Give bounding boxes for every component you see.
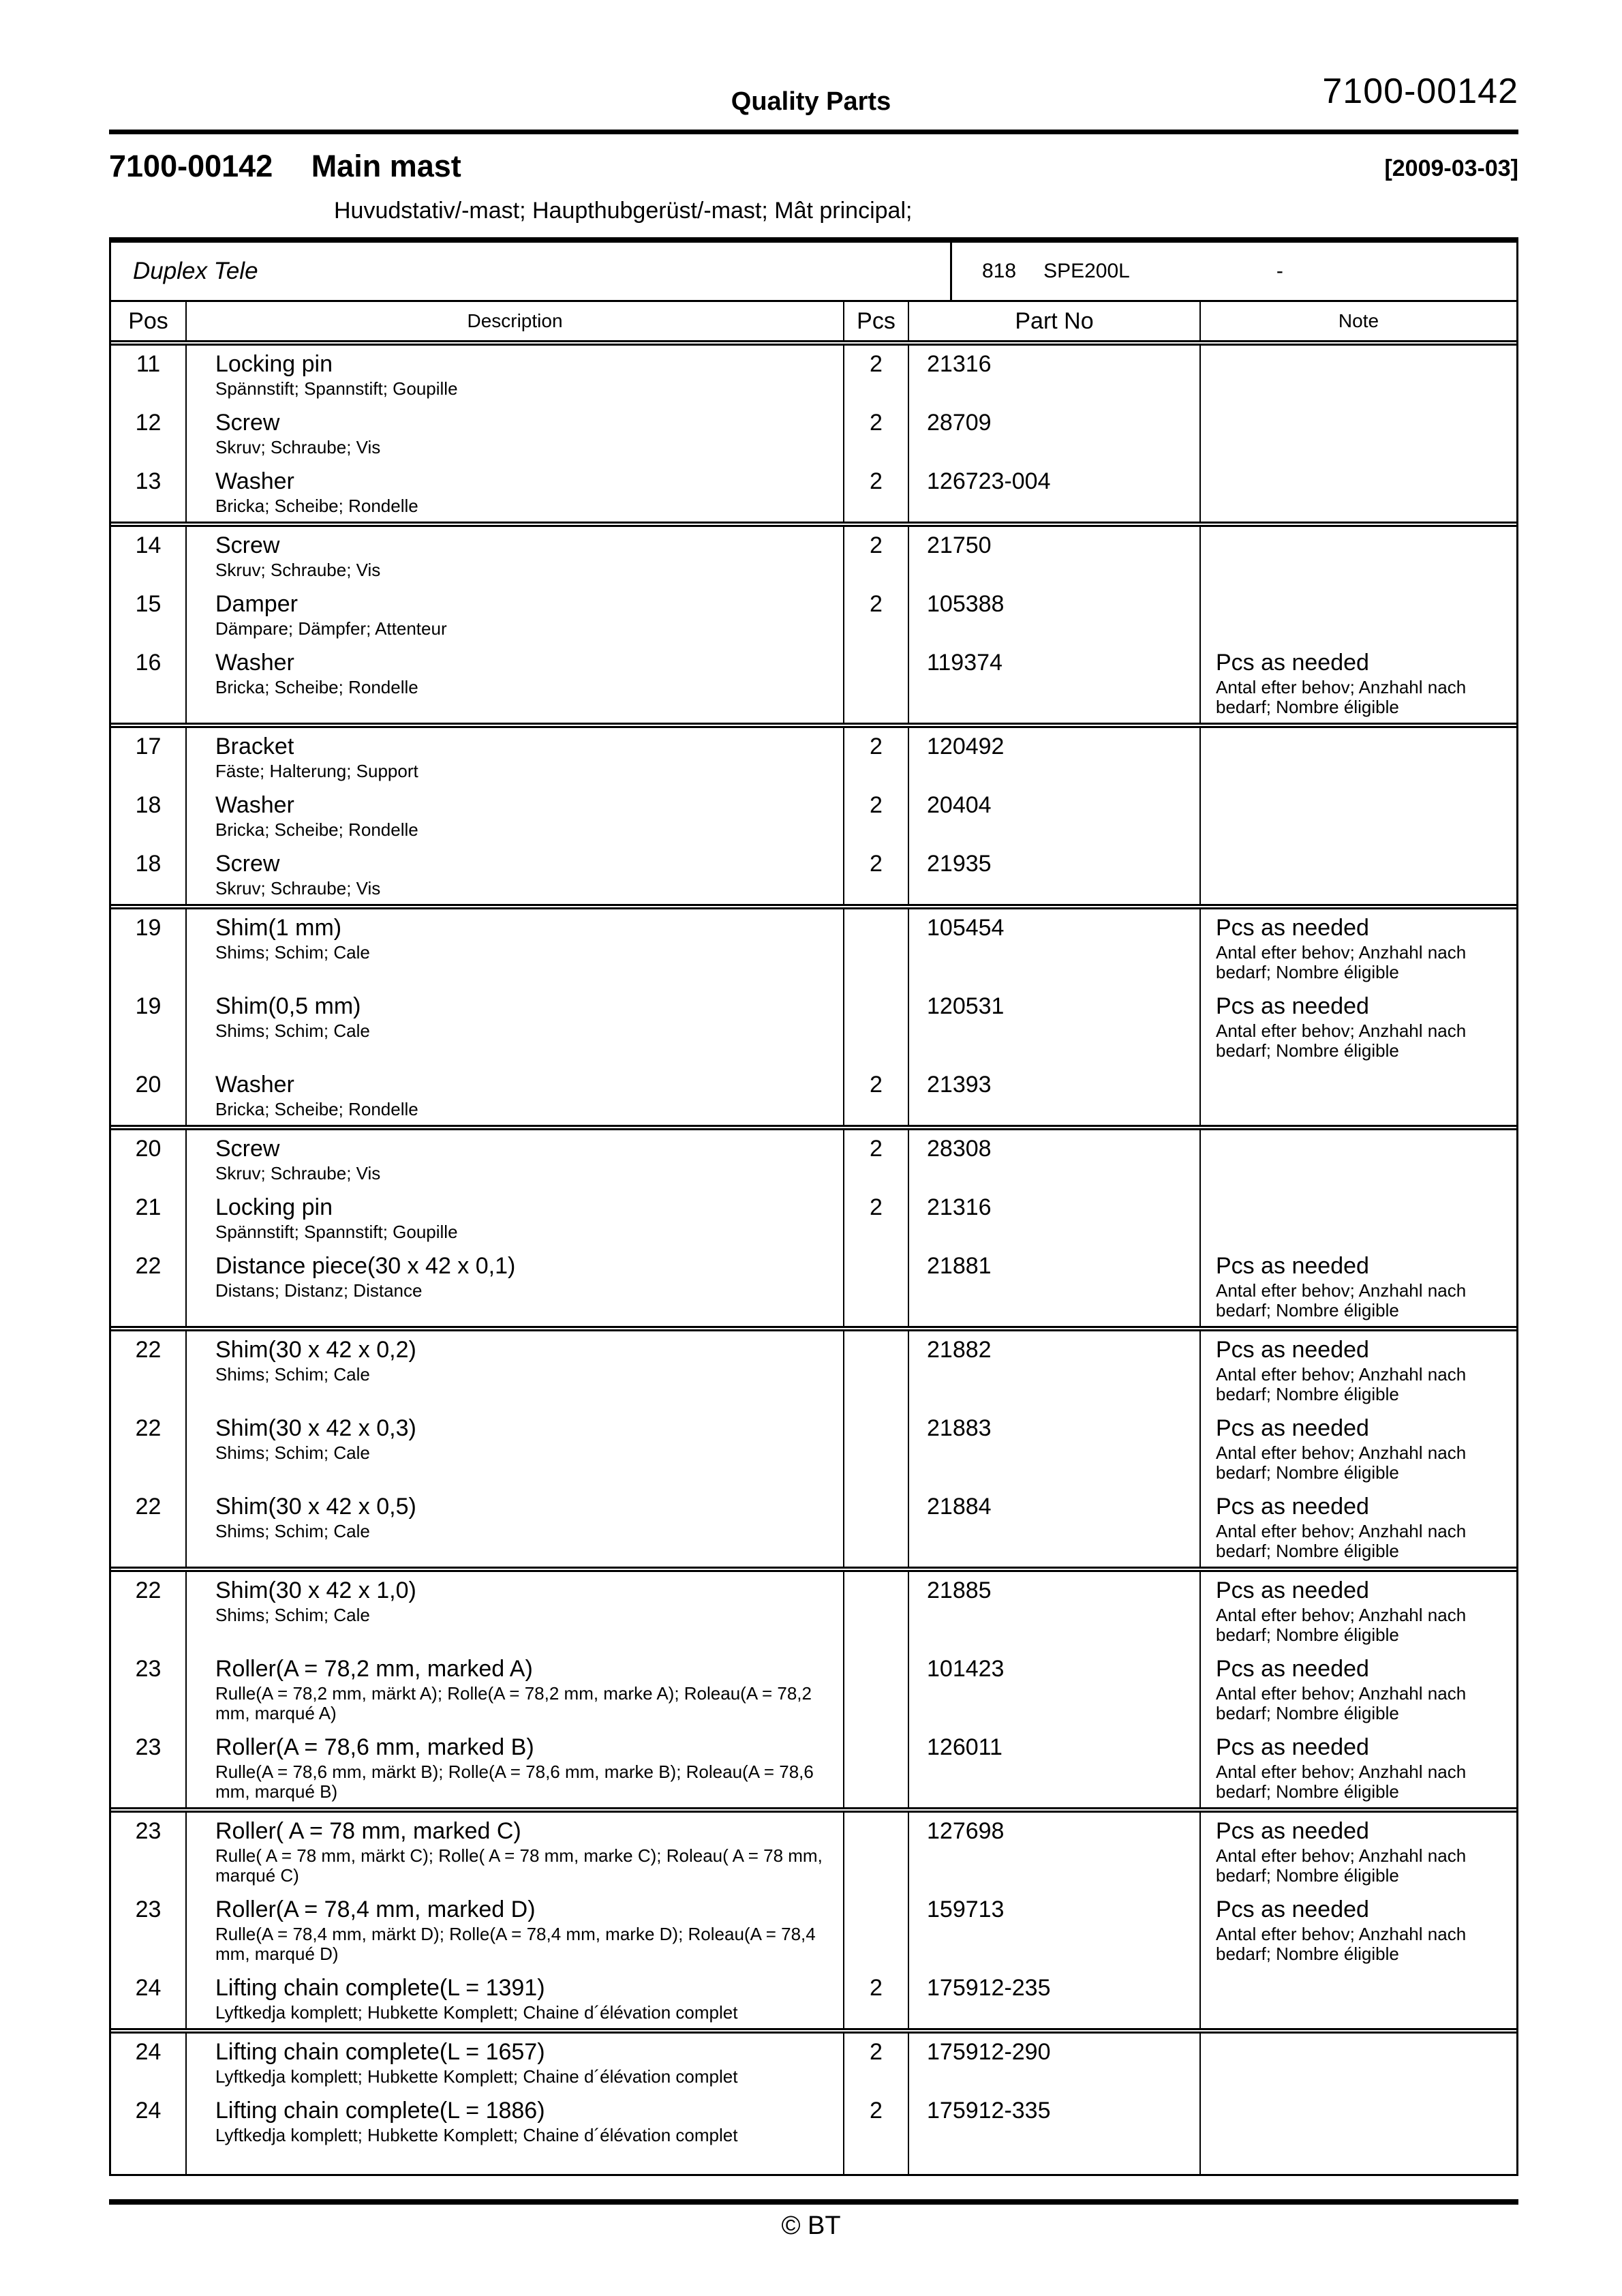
part-no-cell: 21316 xyxy=(908,1189,1199,1248)
description-cell xyxy=(185,527,843,586)
page-subtitle: Huvudstativ/-mast; Haupthubgerüst/-mast; Mât principal; xyxy=(334,198,913,224)
note-cell xyxy=(1199,1130,1516,1189)
pos-cell: 24 xyxy=(135,1975,162,2001)
table-row xyxy=(111,787,1516,845)
pcs-cell: 2 xyxy=(843,1066,908,1125)
variant-code: 818 xyxy=(982,260,1017,282)
description-translations: Skruv; Schraube; Vis xyxy=(215,437,381,457)
note-translations: Antal efter behov; Anzhahl nach bedarf; Nombre éligible xyxy=(1216,1442,1467,1483)
part-no-cell: 21884 xyxy=(908,1488,1199,1567)
description-translations: Bricka; Scheibe; Rondelle xyxy=(215,819,418,840)
note-main: Pcs as needed xyxy=(1216,1734,1369,1760)
description-main: Roller(A = 78,2 mm, marked A) xyxy=(215,1656,533,1682)
pos-cell: 17 xyxy=(135,734,162,759)
note-cell xyxy=(1199,2092,1516,2151)
part-no-cell: 175912-235 xyxy=(908,1969,1199,2028)
column-header-row xyxy=(111,302,1516,346)
pos-cell: 20 xyxy=(135,1136,162,1162)
description-cell xyxy=(185,1891,843,1969)
description-translations: Shims; Schim; Cale xyxy=(215,1364,370,1385)
table-row xyxy=(111,1410,1516,1488)
description-cell xyxy=(185,909,843,988)
pcs-cell: 2 xyxy=(843,404,908,463)
part-no-cell: 175912-290 xyxy=(908,2034,1199,2092)
description-main: Screw xyxy=(215,1136,280,1162)
note-translations: Antal efter behov; Anzhahl nach bedarf; Nombre éligible xyxy=(1216,1845,1467,1886)
description-translations: Bricka; Scheibe; Rondelle xyxy=(215,496,418,516)
pcs-cell: 2 xyxy=(843,1130,908,1189)
part-no-cell: 120531 xyxy=(908,988,1199,1066)
pos-cell: 23 xyxy=(135,1897,162,1922)
table-row xyxy=(111,1969,1516,2028)
note-translations: Antal efter behov; Anzhahl nach bedarf; Nombre éligible xyxy=(1216,677,1467,717)
table-row xyxy=(111,1189,1516,1248)
part-no-cell: 20404 xyxy=(908,787,1199,845)
mast-variant-cell xyxy=(952,243,1516,300)
note-main: Pcs as needed xyxy=(1216,1337,1369,1363)
description-cell xyxy=(185,1410,843,1488)
note-cell xyxy=(1199,845,1516,904)
description-translations: Lyftkedja komplett; Hubkette Komplett; Chaine d´élévation complet xyxy=(215,2066,738,2087)
description-cell xyxy=(185,1572,843,1650)
description-main: Washer xyxy=(215,1072,294,1098)
note-main: Pcs as needed xyxy=(1216,1656,1369,1682)
note-translations: Antal efter behov; Anzhahl nach bedarf; Nombre éligible xyxy=(1216,1021,1467,1061)
description-cell xyxy=(185,1488,843,1567)
table-row xyxy=(111,1891,1516,1969)
description-cell xyxy=(185,1248,843,1326)
pos-cell: 19 xyxy=(135,915,162,941)
description-cell xyxy=(185,728,843,787)
description-translations: Shims; Schim; Cale xyxy=(215,1605,370,1625)
description-cell xyxy=(185,644,843,723)
description-main: Lifting chain complete(L = 1657) xyxy=(215,2039,545,2065)
description-main: Lifting chain complete(L = 1886) xyxy=(215,2098,545,2124)
pos-cell: 15 xyxy=(135,591,162,617)
pcs-cell: 2 xyxy=(843,1969,908,2028)
page-header-doc-code: 7100-00142 xyxy=(1322,72,1518,111)
pos-cell: 12 xyxy=(135,410,162,436)
note-cell xyxy=(1199,728,1516,787)
description-main: Locking pin xyxy=(215,1194,333,1220)
pos-cell: 23 xyxy=(135,1818,162,1844)
part-no-cell: 120492 xyxy=(908,728,1199,787)
pos-cell: 19 xyxy=(135,993,162,1019)
pcs-cell xyxy=(843,644,908,723)
table-row xyxy=(111,1066,1516,1125)
note-cell xyxy=(1199,1729,1516,1807)
table-row xyxy=(111,723,1516,787)
description-translations: Fäste; Halterung; Support xyxy=(215,761,418,781)
description-main: Washer xyxy=(215,792,294,818)
description-cell xyxy=(185,988,843,1066)
description-translations: Distans; Distanz; Distance xyxy=(215,1280,423,1301)
pcs-cell: 2 xyxy=(843,728,908,787)
part-no-cell: 21882 xyxy=(908,1331,1199,1410)
description-cell xyxy=(185,1130,843,1189)
note-cell xyxy=(1199,346,1516,404)
pcs-cell xyxy=(843,1572,908,1650)
table-row xyxy=(111,1488,1516,1567)
revision-date: [2009-03-03] xyxy=(1384,155,1518,181)
note-cell xyxy=(1199,586,1516,644)
table-row xyxy=(111,1326,1516,1410)
note-translations: Antal efter behov; Anzhahl nach bedarf; Nombre éligible xyxy=(1216,1280,1467,1320)
note-cell xyxy=(1199,1891,1516,1969)
pcs-cell xyxy=(843,1891,908,1969)
pos-cell: 18 xyxy=(135,851,162,877)
truck-type: SPE200L xyxy=(1043,260,1130,282)
variant-dash: - xyxy=(1276,260,1283,282)
description-translations: Spännstift; Spannstift; Goupille xyxy=(215,378,458,399)
description-main: Locking pin xyxy=(215,351,333,377)
table-row xyxy=(111,845,1516,904)
pos-cell: 14 xyxy=(135,532,162,558)
note-cell xyxy=(1199,527,1516,586)
note-main: Pcs as needed xyxy=(1216,1897,1369,1922)
table-row xyxy=(111,2092,1516,2151)
pos-cell: 16 xyxy=(135,650,162,676)
description-translations: Skruv; Schraube; Vis xyxy=(215,560,381,580)
description-cell xyxy=(185,1331,843,1410)
note-main: Pcs as needed xyxy=(1216,1253,1369,1279)
description-translations: Lyftkedja komplett; Hubkette Komplett; Chaine d´élévation complet xyxy=(215,2002,738,2023)
description-cell xyxy=(185,1189,843,1248)
note-translations: Antal efter behov; Anzhahl nach bedarf; Nombre éligible xyxy=(1216,942,1467,982)
part-no-cell: 119374 xyxy=(908,644,1199,723)
table-row xyxy=(111,644,1516,723)
page-title: Main mast xyxy=(311,149,461,183)
part-no-cell: 21883 xyxy=(908,1410,1199,1488)
description-main: Roller(A = 78,6 mm, marked B) xyxy=(215,1734,534,1760)
pos-cell: 24 xyxy=(135,2098,162,2124)
description-main: Roller( A = 78 mm, marked C) xyxy=(215,1818,521,1844)
description-translations: Bricka; Scheibe; Rondelle xyxy=(215,677,418,697)
description-main: Shim(0,5 mm) xyxy=(215,993,361,1019)
pos-cell: 13 xyxy=(135,468,162,494)
table-body xyxy=(111,346,1516,2151)
note-main: Pcs as needed xyxy=(1216,1494,1369,1520)
description-translations: Rulle(A = 78,2 mm, märkt A); Rolle(A = 78,2 mm, marke A); Roleau(A = 78,2 mm, marqué A) xyxy=(215,1683,812,1723)
description-cell xyxy=(185,586,843,644)
pos-cell: 22 xyxy=(135,1494,162,1520)
description-translations: Shims; Schim; Cale xyxy=(215,1021,370,1041)
page-header-title: Quality Parts xyxy=(731,87,891,116)
pos-cell: 24 xyxy=(135,2039,162,2065)
pcs-cell: 2 xyxy=(843,787,908,845)
description-main: Roller(A = 78,4 mm, marked D) xyxy=(215,1897,536,1922)
note-cell xyxy=(1199,1410,1516,1488)
table-row xyxy=(111,1729,1516,1807)
description-cell xyxy=(185,404,843,463)
description-cell xyxy=(185,845,843,904)
pcs-cell: 2 xyxy=(843,1189,908,1248)
description-main: Shim(1 mm) xyxy=(215,915,342,941)
note-cell xyxy=(1199,1813,1516,1891)
description-main: Screw xyxy=(215,851,280,877)
part-no-cell: 159713 xyxy=(908,1891,1199,1969)
pos-cell: 22 xyxy=(135,1253,162,1279)
table-row xyxy=(111,1125,1516,1189)
pos-cell: 20 xyxy=(135,1072,162,1098)
description-main: Screw xyxy=(215,532,280,558)
note-translations: Antal efter behov; Anzhahl nach bedarf; Nombre éligible xyxy=(1216,1762,1467,1802)
pcs-cell xyxy=(843,1248,908,1326)
header-rule xyxy=(109,130,1518,134)
pcs-cell: 2 xyxy=(843,2034,908,2092)
column-header-pcs: Pcs xyxy=(843,302,908,340)
part-no-cell: 21393 xyxy=(908,1066,1199,1125)
mast-info-row xyxy=(111,243,1516,302)
note-cell xyxy=(1199,2034,1516,2092)
description-translations: Shims; Schim; Cale xyxy=(215,1442,370,1463)
pcs-cell xyxy=(843,1813,908,1891)
part-no-cell: 101423 xyxy=(908,1650,1199,1729)
pcs-cell xyxy=(843,909,908,988)
description-main: Lifting chain complete(L = 1391) xyxy=(215,1975,545,2001)
description-translations: Bricka; Scheibe; Rondelle xyxy=(215,1099,418,1119)
note-main: Pcs as needed xyxy=(1216,915,1369,941)
part-no-cell: 175912-335 xyxy=(908,2092,1199,2151)
pcs-cell: 2 xyxy=(843,586,908,644)
note-cell xyxy=(1199,1969,1516,2028)
part-no-cell: 28709 xyxy=(908,404,1199,463)
table-row xyxy=(111,988,1516,1066)
note-cell xyxy=(1199,1488,1516,1567)
description-translations: Skruv; Schraube; Vis xyxy=(215,1163,381,1183)
description-translations: Rulle(A = 78,4 mm, märkt D); Rolle(A = 78,4 mm, marke D); Roleau(A = 78,4 mm, marqué D) xyxy=(215,1924,816,1964)
note-cell xyxy=(1199,1189,1516,1248)
pcs-cell: 2 xyxy=(843,346,908,404)
description-cell xyxy=(185,1813,843,1891)
note-translations: Antal efter behov; Anzhahl nach bedarf; Nombre éligible xyxy=(1216,1364,1467,1404)
description-translations: Shims; Schim; Cale xyxy=(215,1521,370,1541)
pos-cell: 22 xyxy=(135,1337,162,1363)
description-translations: Rulle( A = 78 mm, märkt C); Rolle( A = 78 mm, marke C); Roleau( A = 78 mm, marqué C) xyxy=(215,1845,823,1886)
pos-cell: 23 xyxy=(135,1656,162,1682)
description-main: Shim(30 x 42 x 0,3) xyxy=(215,1415,416,1441)
description-main: Screw xyxy=(215,410,280,436)
title-block xyxy=(109,149,1518,184)
table-row xyxy=(111,1248,1516,1326)
table-row xyxy=(111,904,1516,988)
description-translations: Lyftkedja komplett; Hubkette Komplett; Chaine d´élévation complet xyxy=(215,2125,738,2145)
description-main: Damper xyxy=(215,591,298,617)
note-translations: Antal efter behov; Anzhahl nach bedarf; Nombre éligible xyxy=(1216,1605,1467,1645)
description-cell xyxy=(185,2034,843,2092)
table-row xyxy=(111,586,1516,644)
column-header-description: Description xyxy=(185,302,843,340)
pcs-cell xyxy=(843,1650,908,1729)
description-cell xyxy=(185,2092,843,2151)
pcs-cell xyxy=(843,1729,908,1807)
note-cell xyxy=(1199,1248,1516,1326)
part-no-cell: 105388 xyxy=(908,586,1199,644)
pcs-cell xyxy=(843,1331,908,1410)
description-cell xyxy=(185,463,843,522)
description-main: Washer xyxy=(215,468,294,494)
pcs-cell: 2 xyxy=(843,527,908,586)
table-row xyxy=(111,463,1516,522)
description-main: Washer xyxy=(215,650,294,676)
part-no-cell: 21935 xyxy=(908,845,1199,904)
description-cell xyxy=(185,1066,843,1125)
parts-table xyxy=(109,237,1518,2176)
column-header-pos: Pos xyxy=(128,308,168,334)
mast-model-label: Duplex Tele xyxy=(111,243,952,300)
note-cell xyxy=(1199,1572,1516,1650)
part-no-cell: 126011 xyxy=(908,1729,1199,1807)
note-main: Pcs as needed xyxy=(1216,650,1369,676)
description-translations: Shims; Schim; Cale xyxy=(215,942,370,963)
description-main: Shim(30 x 42 x 0,5) xyxy=(215,1494,416,1520)
column-header-part-no: Part No xyxy=(908,302,1199,340)
description-cell xyxy=(185,787,843,845)
footer-copyright: © BT xyxy=(781,2211,841,2240)
note-translations: Antal efter behov; Anzhahl nach bedarf; Nombre éligible xyxy=(1216,1683,1467,1723)
note-cell xyxy=(1199,988,1516,1066)
pcs-cell: 2 xyxy=(843,2092,908,2151)
part-no-cell: 21316 xyxy=(908,346,1199,404)
description-translations: Spännstift; Spannstift; Goupille xyxy=(215,1222,458,1242)
table-row xyxy=(111,346,1516,404)
description-cell xyxy=(185,1729,843,1807)
table-row xyxy=(111,522,1516,586)
pcs-cell xyxy=(843,1488,908,1567)
note-main: Pcs as needed xyxy=(1216,993,1369,1019)
part-no-cell: 105454 xyxy=(908,909,1199,988)
note-cell xyxy=(1199,909,1516,988)
note-main: Pcs as needed xyxy=(1216,1577,1369,1603)
pcs-cell xyxy=(843,988,908,1066)
footer-rule xyxy=(109,2199,1518,2205)
description-main: Distance piece(30 x 42 x 0,1) xyxy=(215,1253,516,1279)
part-no-cell: 21881 xyxy=(908,1248,1199,1326)
note-cell xyxy=(1199,404,1516,463)
description-cell xyxy=(185,346,843,404)
note-cell xyxy=(1199,644,1516,723)
description-main: Bracket xyxy=(215,734,294,759)
note-cell xyxy=(1199,463,1516,522)
pos-cell: 21 xyxy=(135,1194,162,1220)
pos-cell: 22 xyxy=(135,1415,162,1441)
column-header-note: Note xyxy=(1199,302,1516,340)
description-translations: Skruv; Schraube; Vis xyxy=(215,878,381,898)
table-row xyxy=(111,1807,1516,1891)
note-translations: Antal efter behov; Anzhahl nach bedarf; Nombre éligible xyxy=(1216,1924,1467,1964)
pos-cell: 11 xyxy=(136,351,161,377)
note-cell xyxy=(1199,1331,1516,1410)
description-translations: Dämpare; Dämpfer; Attenteur xyxy=(215,618,447,639)
part-no-cell: 21885 xyxy=(908,1572,1199,1650)
note-main: Pcs as needed xyxy=(1216,1415,1369,1441)
table-row xyxy=(111,1650,1516,1729)
table-row xyxy=(111,2028,1516,2092)
note-main: Pcs as needed xyxy=(1216,1818,1369,1844)
table-tail-spacer xyxy=(111,2151,1516,2174)
description-cell xyxy=(185,1650,843,1729)
description-cell xyxy=(185,1969,843,2028)
note-cell xyxy=(1199,1066,1516,1125)
description-translations: Rulle(A = 78,6 mm, märkt B); Rolle(A = 78,6 mm, marke B); Roleau(A = 78,6 mm, marqué B) xyxy=(215,1762,814,1802)
part-no-cell: 127698 xyxy=(908,1813,1199,1891)
table-row xyxy=(111,1567,1516,1650)
part-no-cell: 21750 xyxy=(908,527,1199,586)
description-main: Shim(30 x 42 x 1,0) xyxy=(215,1577,416,1603)
note-translations: Antal efter behov; Anzhahl nach bedarf; Nombre éligible xyxy=(1216,1521,1467,1561)
description-main: Shim(30 x 42 x 0,2) xyxy=(215,1337,416,1363)
note-cell xyxy=(1199,787,1516,845)
pos-cell: 22 xyxy=(135,1577,162,1603)
pos-cell: 23 xyxy=(135,1734,162,1760)
pcs-cell: 2 xyxy=(843,463,908,522)
table-row xyxy=(111,404,1516,463)
document-number: 7100-00142 xyxy=(109,149,273,183)
part-no-cell: 126723-004 xyxy=(908,463,1199,522)
note-cell xyxy=(1199,1650,1516,1729)
pos-cell: 18 xyxy=(135,792,162,818)
part-no-cell: 28308 xyxy=(908,1130,1199,1189)
pcs-cell: 2 xyxy=(843,845,908,904)
pcs-cell xyxy=(843,1410,908,1488)
